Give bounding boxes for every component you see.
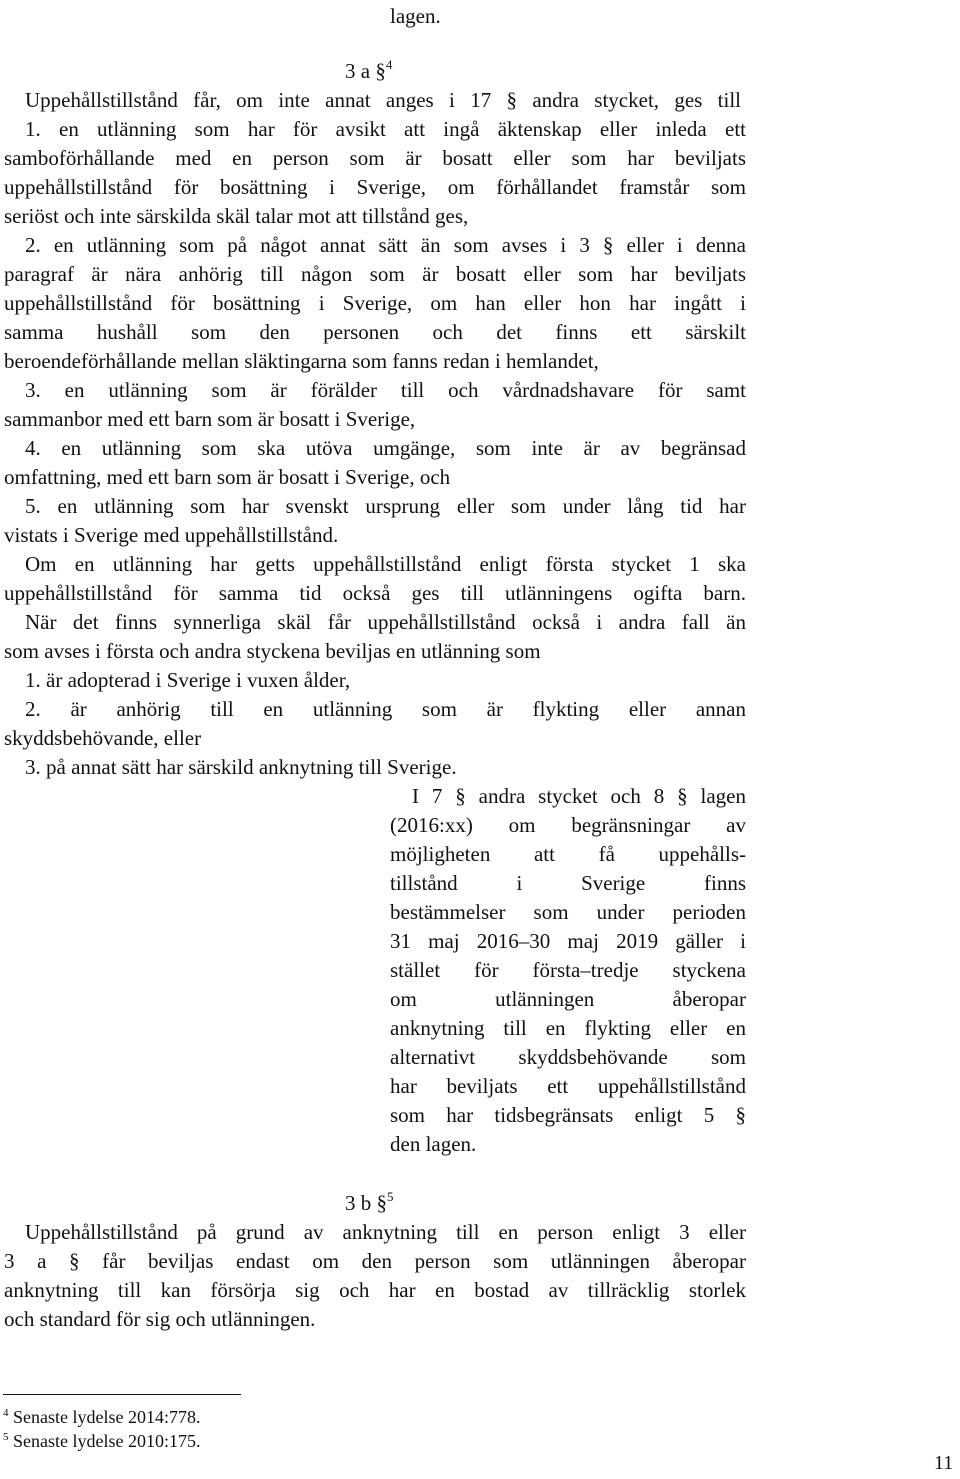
paragraph-line: anknytning till kan försörja sig och har en bostad av tillräcklig storlek xyxy=(4,1278,746,1302)
list-item-line: 1. är adopterad i Sverige i vuxen ålder, xyxy=(25,668,351,692)
margin-note-line: den lagen. xyxy=(390,1132,477,1156)
footnote-ref: 5 xyxy=(387,1189,394,1204)
list-item-line: 2. en utlänning som på något annat sätt än som avses i 3 § eller i denna xyxy=(25,233,746,257)
margin-note-line: I 7 § andra stycket och 8 § lagen xyxy=(412,784,746,808)
footnote-separator xyxy=(3,1394,241,1395)
list-item-line: 2. är anhörig till en utlänning som är flykting eller annan xyxy=(25,697,746,721)
footnote xyxy=(3,1430,200,1452)
margin-note-line: 31 maj 2016–30 maj 2019 gäller i xyxy=(390,929,746,953)
footnote-ref: 4 xyxy=(385,57,393,72)
list-item-line: 3. en utlänning som är förälder till och vårdnadshavare för samt xyxy=(25,378,746,402)
section-number: 3 a § xyxy=(345,59,386,83)
list-item-line: paragraf är nära anhörig till någon som är bosatt eller som har beviljats xyxy=(4,262,746,286)
paragraph-line: När det finns synnerliga skäl får uppehållstillstånd också i andra fall än xyxy=(25,610,746,634)
section-heading-3b xyxy=(345,1190,394,1216)
footnote-number: 4 xyxy=(3,1407,9,1419)
list-item-line: samma hushåll som den personen och det finns ett särskilt xyxy=(4,320,746,344)
footnote-text: Senaste lydelse 2010:175. xyxy=(13,1431,201,1451)
margin-note-line: har beviljats ett uppehållstillstånd xyxy=(390,1074,746,1098)
list-item-line: uppehållstillstånd för bosättning i Sverige, om han eller hon har ingått i xyxy=(4,291,746,315)
list-item-line: vistats i Sverige med uppehållstillstånd. xyxy=(4,523,339,547)
margin-note-line: möjligheten att få uppehålls- xyxy=(390,842,746,866)
margin-note-line: tillstånd i Sverige finns xyxy=(390,871,746,895)
paragraph-line: uppehållstillstånd för samma tid också ges till utlänningens ogifta barn. xyxy=(4,581,746,605)
list-item-line: 1. en utlänning som har för avsikt att ingå äktenskap eller inleda ett xyxy=(25,117,746,141)
margin-note-line: stället för första–tredje styckena xyxy=(390,958,746,982)
margin-note-line: (2016:xx) om begränsningar av xyxy=(390,813,746,837)
paragraph-line: Uppehållstillstånd får, om inte annat anges i 17 § andra stycket, ges till xyxy=(25,88,741,112)
section-heading-3a xyxy=(345,58,392,84)
footnote-number: 5 xyxy=(3,1431,9,1443)
list-item-line: 3. på annat sätt har särskild anknytning till Sverige. xyxy=(25,755,457,779)
footnote xyxy=(3,1406,200,1428)
list-item-line: 5. en utlänning som har svenskt ursprung eller som under lång tid har xyxy=(25,494,746,518)
list-item-line: beroendeförhållande mellan släktingarna som fanns redan i hemlandet, xyxy=(4,349,599,373)
section-number: 3 b § xyxy=(345,1191,387,1215)
list-item-line: skyddsbehövande, eller xyxy=(4,726,202,750)
top-fragment: lagen. xyxy=(390,4,441,28)
list-item-line: 4. en utlänning som ska utöva umgänge, som inte är av begränsad xyxy=(25,436,746,460)
page-number: 11 xyxy=(934,1452,954,1474)
margin-note-line: alternativt skyddsbehövande som xyxy=(390,1045,746,1069)
paragraph-line: och standard för sig och utlänningen. xyxy=(4,1307,316,1331)
list-item-line: omfattning, med ett barn som är bosatt i Sverige, och xyxy=(4,465,451,489)
margin-note-line: om utlänningen åberopar xyxy=(390,987,746,1011)
list-item-line: samboförhållande med en person som är bosatt eller som har beviljats xyxy=(4,146,746,170)
paragraph-line: 3 a § får beviljas endast om den person som utlänningen åberopar xyxy=(4,1249,746,1273)
paragraph-line: Uppehållstillstånd på grund av anknytning till en person enligt 3 eller xyxy=(25,1220,746,1244)
list-item-line: sammanbor med ett barn som är bosatt i Sverige, xyxy=(4,407,416,431)
paragraph-line: Om en utlänning har getts uppehållstillstånd enligt första stycket 1 ska xyxy=(25,552,746,576)
margin-note-line: bestämmelser som under perioden xyxy=(390,900,746,924)
list-item-line: seriöst och inte särskilda skäl talar mot att tillstånd ges, xyxy=(4,204,469,228)
footnote-text: Senaste lydelse 2014:778. xyxy=(13,1407,201,1427)
margin-note-line: anknytning till en flykting eller en xyxy=(390,1016,746,1040)
paragraph-line: som avses i första och andra styckena beviljas en utlänning som xyxy=(4,639,541,663)
margin-note-line: som har tidsbegränsats enligt 5 § xyxy=(390,1103,746,1127)
list-item-line: uppehållstillstånd för bosättning i Sverige, om förhållandet framstår som xyxy=(4,175,746,199)
